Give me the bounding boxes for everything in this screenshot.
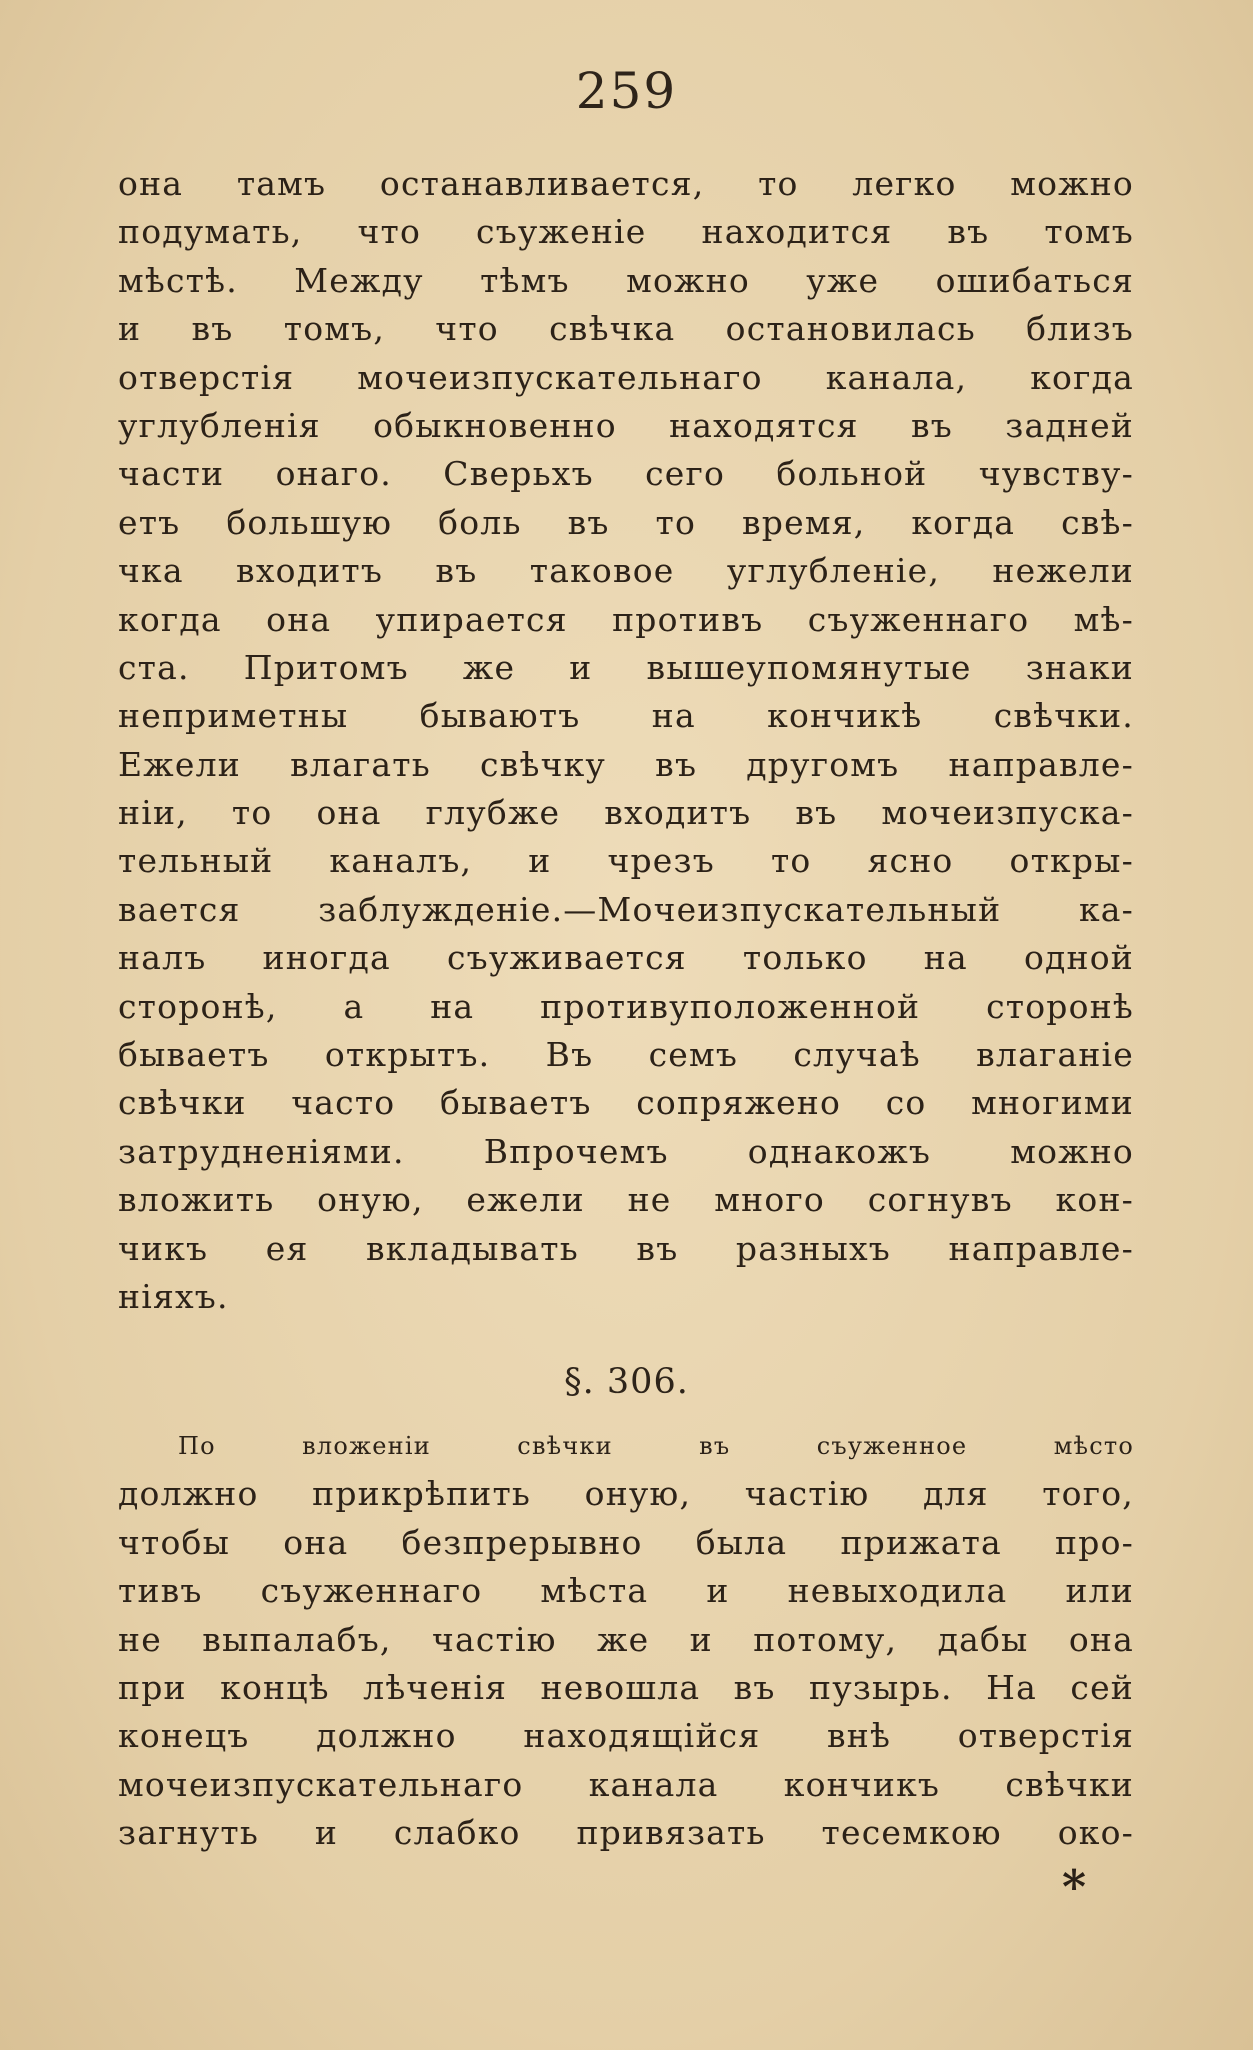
text-line: ста. Притомъ же и вышеупомянутые знаки [118,647,1134,687]
text-line: етъ большую боль въ то время, когда свѣ- [118,502,1134,542]
text-line: бываетъ открытъ. Въ семъ случаѣ влаганіе [118,1035,1134,1075]
text-line: при концѣ лѣченія невошла въ пузырь. На сей [118,1667,1134,1707]
text-line: она тамъ останавливается, то легко можно [118,164,1134,203]
text-line: мѣстѣ. Между тѣмъ можно уже ошибаться [118,260,1134,300]
text-line: подумать, что съуженіе находится въ томъ [118,212,1134,252]
text-line: неприметны бываютъ на кончикѣ свѣчки. [118,696,1134,736]
text-line: чтобы она безпрерывно была прижата про- [118,1522,1134,1562]
text-line: свѣчки часто бываетъ сопряжено со многими [118,1083,1134,1123]
text-line: конецъ должно находящійся внѣ отверстія [118,1716,1134,1756]
text-line: ніяхъ. [118,1276,229,1316]
text-line: чикъ ея вкладывать въ разныхъ направле- [118,1228,1134,1268]
text-line: По вложеніи свѣчки въ съуженное мѣсто [178,1432,1134,1460]
text-line: части онаго. Сверьхъ сего больной чувству- [118,454,1134,494]
text-line: загнуть и слабко привязать тесемкою око- [118,1813,1134,1853]
text-line: вложить оную, ежели не много согнувъ кон- [118,1180,1134,1220]
paragraph-continued [118,160,1134,1321]
text-line: углубленія обыкновенно находятся въ задней [118,405,1134,445]
text-line: тивъ съуженнаго мѣста и невыходила или [118,1571,1134,1611]
page-number: 259 [575,62,678,120]
catchword-asterisk: * [1062,1860,1087,1914]
text-line: затрудненіями. Впрочемъ однакожъ можно [118,1131,1134,1171]
text-line: когда она упирается противъ съуженнаго мѣ- [118,599,1134,639]
section-heading: §. 306. [564,1362,689,1402]
text-line: должно прикрѣпить оную, частію для того, [118,1474,1134,1514]
text-line: чка входитъ въ таковое углубленіе, нежели [118,551,1134,591]
paragraph-section-306 [118,1422,1134,1858]
text-line: не выпалабъ, частію же и потому, дабы она [118,1619,1134,1659]
text-line: вается заблужденіе.—Мочеизпускательный ка- [118,889,1134,929]
text-line: мочеизпускательнаго канала кончикъ свѣчки [118,1764,1134,1804]
text-line: тельный каналъ, и чрезъ то ясно откры- [118,841,1134,881]
text-line: отверстія мочеизпускательнаго канала, когда [118,357,1134,397]
text-line: Ежели влагать свѣчку въ другомъ направле- [118,744,1134,784]
text-line: налъ иногда съуживается только на одной [118,938,1134,978]
text-line: ніи, то она глубже входитъ въ мочеизпуска- [118,793,1134,833]
text-line: и въ томъ, что свѣчка остановилась близъ [118,309,1134,349]
text-line: сторонѣ, а на противуположенной сторонѣ [118,986,1134,1026]
